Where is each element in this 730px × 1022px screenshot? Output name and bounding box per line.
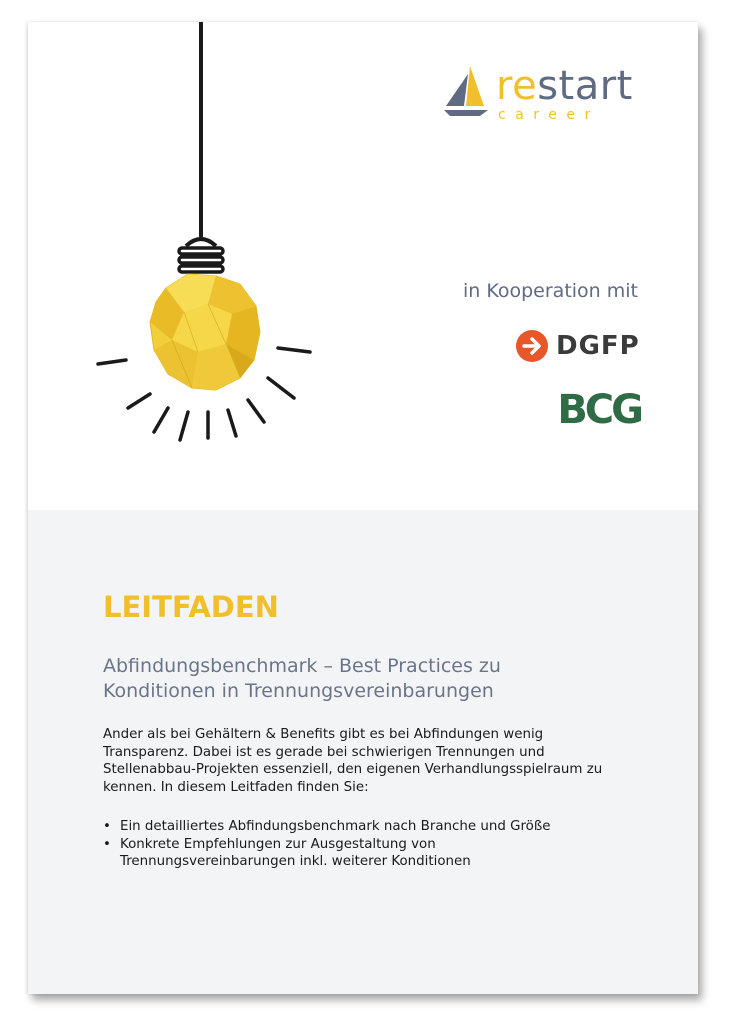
bcg-logo: BCG [557,387,641,433]
list-item-text: Ein detailliertes Abfindungsbenchmark nach Branche und Größe [120,819,551,834]
list-item [103,836,603,871]
sail-logo-icon [442,62,492,122]
career-wordmark: career [498,107,600,123]
dgfp-circle [516,330,548,362]
restart-wordmark: restart [496,63,633,109]
arrow-right-icon [516,330,548,362]
bullet-list [103,818,603,871]
restart-career-logo [442,62,652,132]
bullet-dot-icon: • [103,836,111,852]
document-subtitle: Abfindungsbenchmark – Best Practices zu Konditionen in Trennungsvereinbarungen [103,655,501,702]
list-item-text: Konkrete Empfehlungen zur Ausgestaltung von Trennungsvereinbarungen inkl. weiterer Konditionen [120,836,471,869]
cover-top-panel [28,22,698,510]
bullet-dot-icon: • [103,819,111,834]
dgfp-wordmark: DGFP [556,331,640,361]
dgfp-logo [516,328,640,364]
intro-paragraph: Ander als bei Gehältern & Benefits gibt es bei Abfindungen wenig Transparenz. Dabei ist es gerade bei schwierigen Trennungen und Stellenabbau-Projekten essenziell, den eigenen Verhandlungsspielraum zu kennen. In diesem Leitfaden finden Sie: [103,727,603,795]
lightbulb-illustration [88,22,348,462]
cooperation-label: in Kooperation mit [463,280,638,302]
list-item [103,818,603,836]
document-title: LEITFADEN [103,590,279,624]
